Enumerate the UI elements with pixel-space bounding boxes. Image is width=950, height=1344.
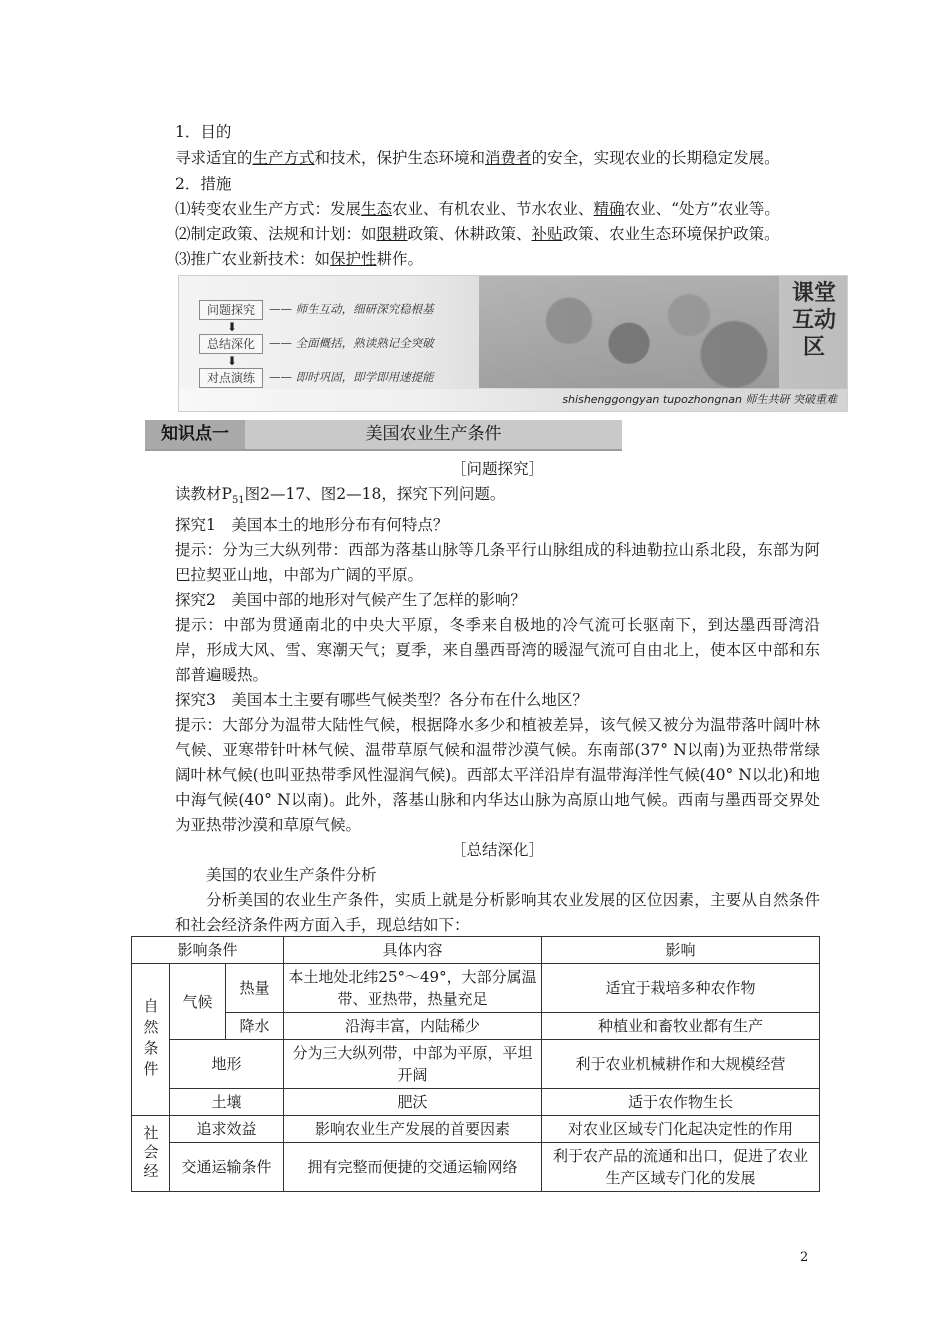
row-effect: 种植业和畜牧业都有生产 [542, 1013, 820, 1040]
page-number: 2 [800, 1250, 809, 1265]
summary-heading: ［总结深化］ [450, 841, 544, 860]
row-label: 热量 [226, 964, 284, 1013]
row-content: 沿海丰富，内陆稀少 [284, 1013, 542, 1040]
table-row [132, 1040, 820, 1089]
row-label: 土壤 [170, 1089, 284, 1116]
social-conditions-cell: 社会经 [132, 1116, 170, 1192]
answer-2: 提示：中部为贯通南北的中央大平原，冬季来自极地的冷气流可长驱南下，到达墨西哥湾沿岸，形成大风、雪、寒潮天气；夏季，来自墨西哥湾的暖湿气流可自由北上，使本区中部和东部普遍暖热。 [175, 616, 820, 685]
measure-1: ⑴转变农业生产方式：发展生态农业、有机农业、节水农业、精确农业、“处方”农业等。 [175, 200, 780, 218]
step-label-1: 问题探究 [199, 300, 263, 320]
row-content: 拥有完整而便捷的交通运输网络 [284, 1143, 542, 1192]
row-effect: 利于农业机械耕作和大规模经营 [542, 1040, 820, 1089]
knowledge-tag: 知识点一 [145, 420, 245, 449]
row-effect: 利于农产品的流通和出口，促进了农业生产区域专门化的发展 [542, 1143, 820, 1192]
table-row [132, 964, 820, 1013]
row-effect: 适于农作物生长 [542, 1089, 820, 1116]
arrow-down-icon: ⬇ [227, 354, 238, 368]
question-3: 探究3 美国本土主要有哪些气候类型？各分布在什么地区？ [175, 691, 588, 710]
heading-measures: 2．措施 [175, 175, 232, 193]
step-desc-1: —— 师生互动，细研深究稳根基 [269, 302, 434, 316]
table-row [132, 1116, 820, 1143]
arrow-down-icon: ⬇ [227, 320, 238, 334]
row-content: 肥沃 [284, 1089, 542, 1116]
inquiry-intro: 读教材$P_{51}$图2—17、图2—18，探究下列问题。 [175, 485, 506, 507]
heading-purpose: 1．目的 [175, 123, 232, 141]
banner-side-title: 课堂互动区 [791, 281, 836, 360]
table-header: 影响条件 [132, 937, 284, 964]
banner-footer: shishenggongyan tupozhongnan 师生共研 突破重难 [179, 389, 847, 411]
table-row [132, 1089, 820, 1116]
question-2: 探究2 美国中部的地形对气候产生了怎样的影响？ [175, 591, 526, 610]
answer-3: 提示：大部分为温带大陆性气候，根据降水多少和植被差异，该气候又被分为温带落叶阔叶林气候、亚寒带针叶林气候、温带草原气候和温带沙漠气候。东南部(37° N以南)为亚热带常绿阔叶林气候(也叫亚热带季风性湿润气候)。西部太平洋沿岸有温带海洋性气候(40° N以北)和地中海气候(40° N以南)。此外，落基山脉和内华达山脉为高原山地气候。西南与墨西哥交界处为亚热带沙漠和草原气候。 [175, 716, 820, 835]
table-header-row [132, 937, 820, 964]
row-label: 地形 [170, 1040, 284, 1089]
table-header: 具体内容 [284, 937, 542, 964]
answer-1: 提示：分为三大纵列带：西部为落基山脉等几条平行山脉组成的科迪勒拉山系北段，东部为阿巴拉契亚山地，中部为广阔的平原。 [175, 541, 820, 585]
row-content: 影响农业生产发展的首要因素 [284, 1116, 542, 1143]
row-label: 交通运输条件 [170, 1143, 284, 1192]
summary-intro: 分析美国的农业生产条件，实质上就是分析影响其农业发展的区位因素，主要从自然条件和社会经济条件两方面入手，现总结如下： [175, 891, 820, 935]
knowledge-title: 美国农业生产条件 [365, 424, 502, 444]
step-label-3: 对点演练 [199, 368, 263, 388]
summary-subtitle: 美国的农业生产条件分析 [206, 866, 377, 885]
knowledge-bar [145, 420, 622, 451]
natural-conditions-cell: 自然条件 [132, 964, 170, 1116]
table-row [132, 1013, 820, 1040]
step-label-2: 总结深化 [199, 334, 263, 354]
inquiry-section [175, 457, 820, 938]
purpose-text: 寻求适宜的生产方式和技术，保护生态环境和消费者的安全，实现农业的长期稳定发展。 [175, 149, 780, 167]
table-header: 影响 [542, 937, 820, 964]
row-label: 降水 [226, 1013, 284, 1040]
row-content: 分为三大纵列带，中部为平原，平坦开阔 [284, 1040, 542, 1089]
table-row [132, 1143, 820, 1192]
classroom-banner [178, 275, 848, 412]
question-1: 探究1 美国本土的地形分布有何特点？ [175, 516, 449, 535]
climate-cell: 气候 [170, 964, 226, 1040]
row-content: 本土地处北纬25°～49°，大部分属温带、亚热带，热量充足 [284, 964, 542, 1013]
measure-2: ⑵制定政策、法规和计划：如限耕政策、休耕政策、补贴政策、农业生态环境保护政策。 [175, 225, 780, 243]
inquiry-heading: ［问题探究］ [450, 460, 544, 478]
step-desc-3: —— 即时巩固，即学即用速提能 [269, 370, 434, 384]
conditions-table [131, 936, 820, 1192]
row-effect: 对农业区域专门化起决定性的作用 [542, 1116, 820, 1143]
classroom-photo [479, 276, 779, 388]
row-label: 追求效益 [170, 1116, 284, 1143]
step-desc-2: —— 全面概括，熟读熟记全突破 [269, 336, 434, 350]
row-effect: 适宜于栽培多种农作物 [542, 964, 820, 1013]
measure-3: ⑶推广农业新技术：如保护性耕作。 [175, 250, 424, 268]
